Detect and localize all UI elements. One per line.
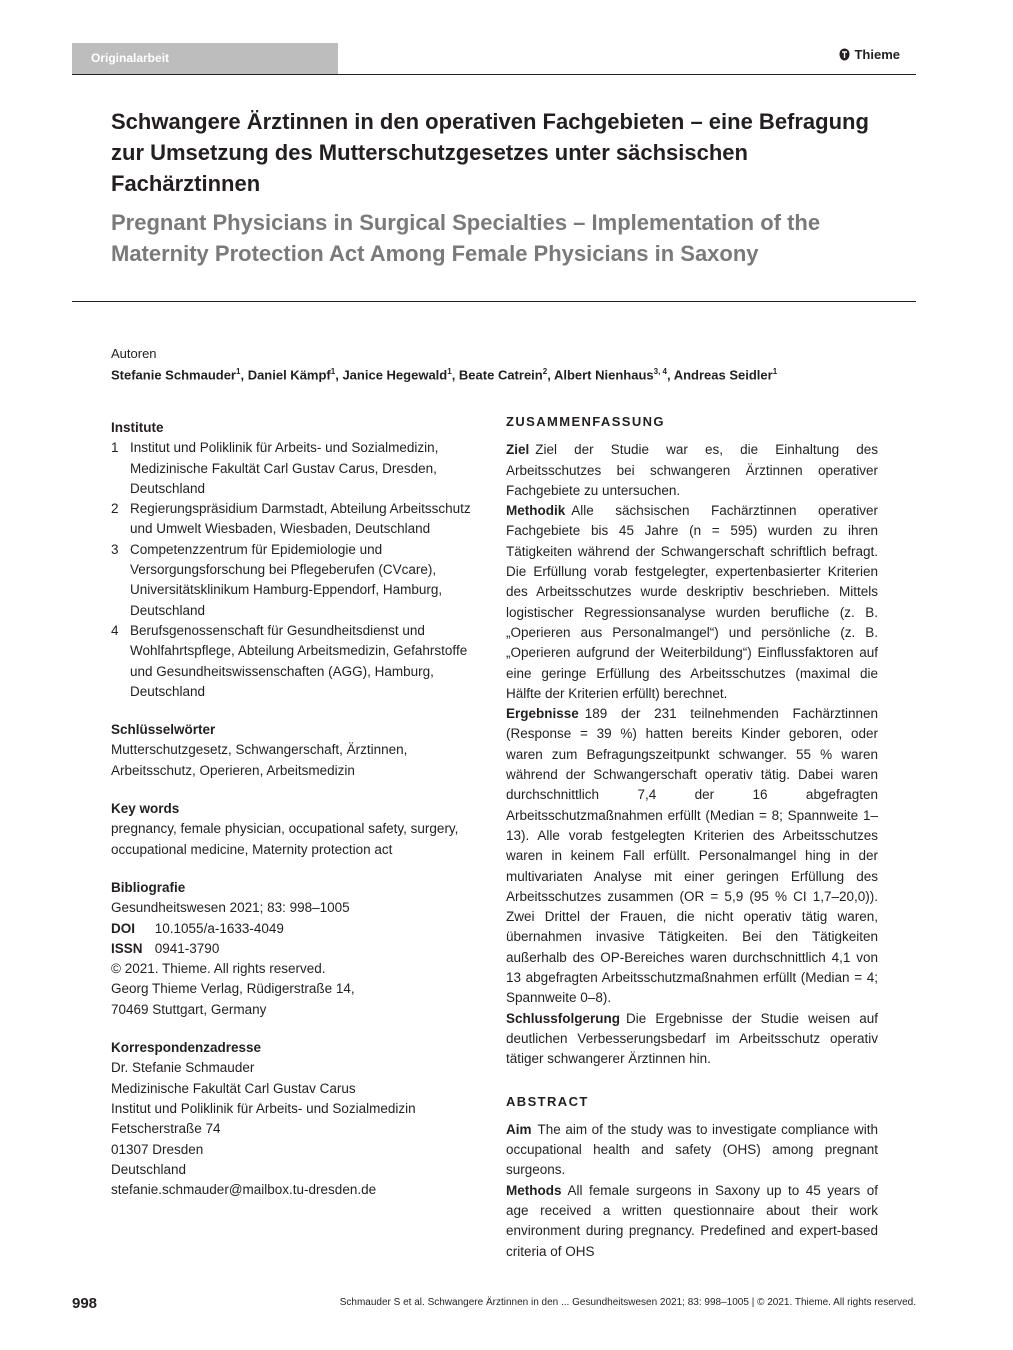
author-affiliation: 1 xyxy=(236,367,241,376)
author-name: Andreas Seidler xyxy=(673,367,773,383)
thieme-logo-icon xyxy=(839,48,850,61)
institute-number: 4 xyxy=(111,622,119,638)
issn-value: 0941-3790 xyxy=(154,940,220,956)
paragraph-lead: Schlussfolgerung xyxy=(506,1010,621,1026)
paragraph-text: Die Ergebnisse der Studie weisen auf deutlichen Verbesserungsbedarf im Arbeitsschutz operativ tätiger schwangerer Ärztinnen hin. xyxy=(506,1010,878,1067)
institute-number: 3 xyxy=(111,541,119,557)
bibliography-citation: Gesundheitswesen 2021; 83: 998–1005 xyxy=(111,900,350,916)
institute-number: 2 xyxy=(111,501,119,517)
paragraph-text: The aim of the study was to investigate compliance with occupational health and safety (OHS) among pregnant surgeons. xyxy=(506,1121,878,1178)
paragraph-lead: Methods xyxy=(506,1182,562,1198)
paragraph-lead: Aim xyxy=(506,1121,532,1137)
paragraph-text: All female surgeons in Saxony up to 45 years of age received a written questionnaire about their work environment during pregnancy. Predefined and expert-based criteria of OHS xyxy=(506,1182,878,1259)
author-affiliation: 1 xyxy=(447,367,452,376)
correspondence-line: 01307 Dresden xyxy=(111,1141,204,1157)
institute-text: Regierungspräsidium Darmstadt, Abteilung Arbeitsschutz und Umwelt Wiesbaden, Wiesbaden, Deutschland xyxy=(130,501,471,537)
footer-citation: Schmauder S et al. Schwangere Ärztinnen in den ... Gesundheitswesen 2021; 83: 998–1005 | © 2021. Thieme. All rights reserved. xyxy=(339,1297,916,1308)
paragraph-lead: Ziel xyxy=(506,442,530,458)
institute-item xyxy=(111,438,483,499)
doi-value[interactable]: 10.1055/a-1633-4049 xyxy=(154,920,284,936)
keywords-de-heading: Schlüsselwörter xyxy=(111,722,216,738)
authors-list: Stefanie Schmauder$^1$, Daniel Kämpf$^1$, Janice Hegewald$^1$, Beate Catrein$^2$, Albert Nienhaus$^{3, 4}$, Andreas Seidler$^1$ xyxy=(111,367,778,383)
zusammenfassung-paragraph xyxy=(506,440,878,501)
author-name: Beate Catrein xyxy=(458,367,543,383)
author-name: Daniel Kämpf xyxy=(247,367,331,383)
keywords-en-text: pregnancy, female physician, occupational safety, surgery, occupational medicine, Maternity protection act xyxy=(111,821,459,857)
institute-item xyxy=(111,499,483,540)
bibliography-heading: Bibliografie xyxy=(111,879,186,895)
correspondence-line: Medizinische Fakultät Carl Gustav Carus xyxy=(111,1080,356,1096)
institute-text: Berufsgenossenschaft für Gesundheitsdienst und Wohlfahrtspflege, Abteilung Arbeitsmedizin, Gefahrstoffe und Gesundheitswissenschaften (AGG), Hamburg, Deutschland xyxy=(130,622,468,699)
author-affiliation: 1 xyxy=(772,367,778,376)
publisher-name: Thieme xyxy=(854,47,900,62)
keywords-de-text: Mutterschutzgesetz, Schwangerschaft, Ärztinnen, Arbeitsschutz, Operieren, Arbeitsmedizin xyxy=(111,742,408,778)
correspondence-heading: Korrespondenzadresse xyxy=(111,1040,262,1056)
correspondence-line: Institut und Poliklinik für Arbeits- und Sozialmedizin xyxy=(111,1100,416,1116)
author-affiliation: 3, 4 xyxy=(653,367,667,376)
paragraph-lead: Ergebnisse xyxy=(506,706,579,722)
institutes-list xyxy=(111,438,483,702)
paragraph-lead: Methodik xyxy=(506,503,566,519)
institutes-heading: Institute xyxy=(111,420,164,435)
keywords-en-heading: Key words xyxy=(111,801,180,817)
issn-line xyxy=(111,939,483,959)
section-label: Originalarbeit xyxy=(72,43,338,74)
author-name: Stefanie Schmauder xyxy=(111,367,236,383)
correspondence-line: Fetscherstraße 74 xyxy=(111,1121,221,1137)
institute-text: Competenzzentrum für Epidemiologie und Versorgungsforschung bei Pflegeberufen (CVcare), Universitätsklinikum Hamburg-Eppendorf, Hamburg, Deutschland xyxy=(130,541,443,618)
title-rule xyxy=(72,301,916,302)
institute-item xyxy=(111,621,483,702)
publisher-logo xyxy=(839,47,900,62)
zusammenfassung-paragraph xyxy=(506,501,878,704)
institute-text: Institut und Poliklinik für Arbeits- und Sozialmedizin, Medizinische Fakultät Carl Gustav Carus, Dresden, Deutschland xyxy=(130,440,439,496)
right-column xyxy=(506,412,878,1262)
publisher-address-1: Georg Thieme Verlag, Rüdigerstraße 14, xyxy=(111,981,355,997)
institute-item xyxy=(111,540,483,621)
doi-label: DOI xyxy=(111,920,136,936)
publisher-address-2: 70469 Stuttgart, Germany xyxy=(111,1001,267,1017)
zusammenfassung-paragraph xyxy=(506,1009,878,1070)
institute-number: 1 xyxy=(111,440,119,456)
header-rule xyxy=(72,74,916,75)
correspondence-line: Deutschland xyxy=(111,1161,187,1177)
abstract-paragraph xyxy=(506,1181,878,1262)
correspondence-email[interactable]: stefanie.schmauder@mailbox.tu-dresden.de xyxy=(111,1182,377,1198)
paragraph-text: Alle sächsischen Fachärztinnen operativer Fachgebiete bis 45 Jahre (n = 595) wurden zu ihren Tätigkeiten während der Schwangerschaft schriftlich befragt. Die Erfüllung vorab festgelegter, expertenbasierter Kriterien des Arbeitsschutzes wurde deskriptiv beschrieben. Mittels logistischer Regressionsanalyse wurden berufliche (z. B. „Operieren aus Personalmangel“) und persönliche (z. B. „Operieren aufgrund der Weiterbildung“) Einflussfaktoren auf eine geringe Erfüllung des Arbeitsschutzes (maximal die Hälfte der Kriterien erfüllt) berechnet. xyxy=(506,503,878,701)
paragraph-text: Ziel der Studie war es, die Einhaltung des Arbeitsschutzes bei schwangeren Ärztinnen operativer Fachgebiete zu untersuchen. xyxy=(506,442,878,498)
left-column xyxy=(111,418,483,1200)
author-name: Janice Hegewald xyxy=(342,367,448,383)
title-german: Schwangere Ärztinnen in den operativen Fachgebieten – eine Befragung zur Umsetzung des Mutterschutzgesetzes unter sächsischen Fachärztinnen xyxy=(111,109,869,196)
author-affiliation: 2 xyxy=(542,367,548,376)
abstract-paragraph xyxy=(506,1120,878,1181)
author-affiliation: 1 xyxy=(330,367,336,376)
issn-label: ISSN xyxy=(111,940,143,956)
doi-line xyxy=(111,919,483,939)
paragraph-text: 189 der 231 teilnehmenden Fachärztinnen (Response = 39 %) hatten bereits Kinder geboren, oder waren zum Befragungszeitpunkt schwanger. 55 % waren während der Schwangerschaft operativ tätig. Dabei waren durchschnittlich 7,4 der 16 abgefragten Arbeitsschutzmaßnahmen erfüllt (Median = 8; Spannweite 1–13). Alle vorab festgelegten Kriterien des Arbeitsschutzes waren in keinem Fall erfüllt. Personalmangel hing in der multivariaten Analyse mit einer geringen Erfüllung des Arbeitsschutzes zusammen (OR = 5,9 (95 % CI 1,7–20,0)). Zwei Drittel der Frauen, die nicht operativ tätig waren, übernahmen invasive Tätigkeiten. Bei den Tätigkeiten außerhalb des OP-Bereiches waren durchschnittlich 4,1 von 13 abgefragten Arbeitsschutzmaßnahmen erfüllt (Median = 4; Spannweite 0–8). xyxy=(506,706,878,1006)
correspondence-line: Dr. Stefanie Schmauder xyxy=(111,1060,255,1076)
title-english: Pregnant Physicians in Surgical Specialties – Implementation of the Maternity Protection Act Among Female Physicians in Saxony xyxy=(111,210,821,266)
authors-label: Autoren xyxy=(111,346,157,361)
zusammenfassung-paragraph xyxy=(506,704,878,1008)
abstract-heading: ABSTRACT xyxy=(506,1093,589,1109)
page-number: 998 xyxy=(72,1295,98,1312)
author-name: Albert Nienhaus xyxy=(553,367,654,383)
zusammenfassung-heading: ZUSAMMENFASSUNG xyxy=(506,414,665,429)
copyright-line: © 2021. Thieme. All rights reserved. xyxy=(111,961,326,977)
